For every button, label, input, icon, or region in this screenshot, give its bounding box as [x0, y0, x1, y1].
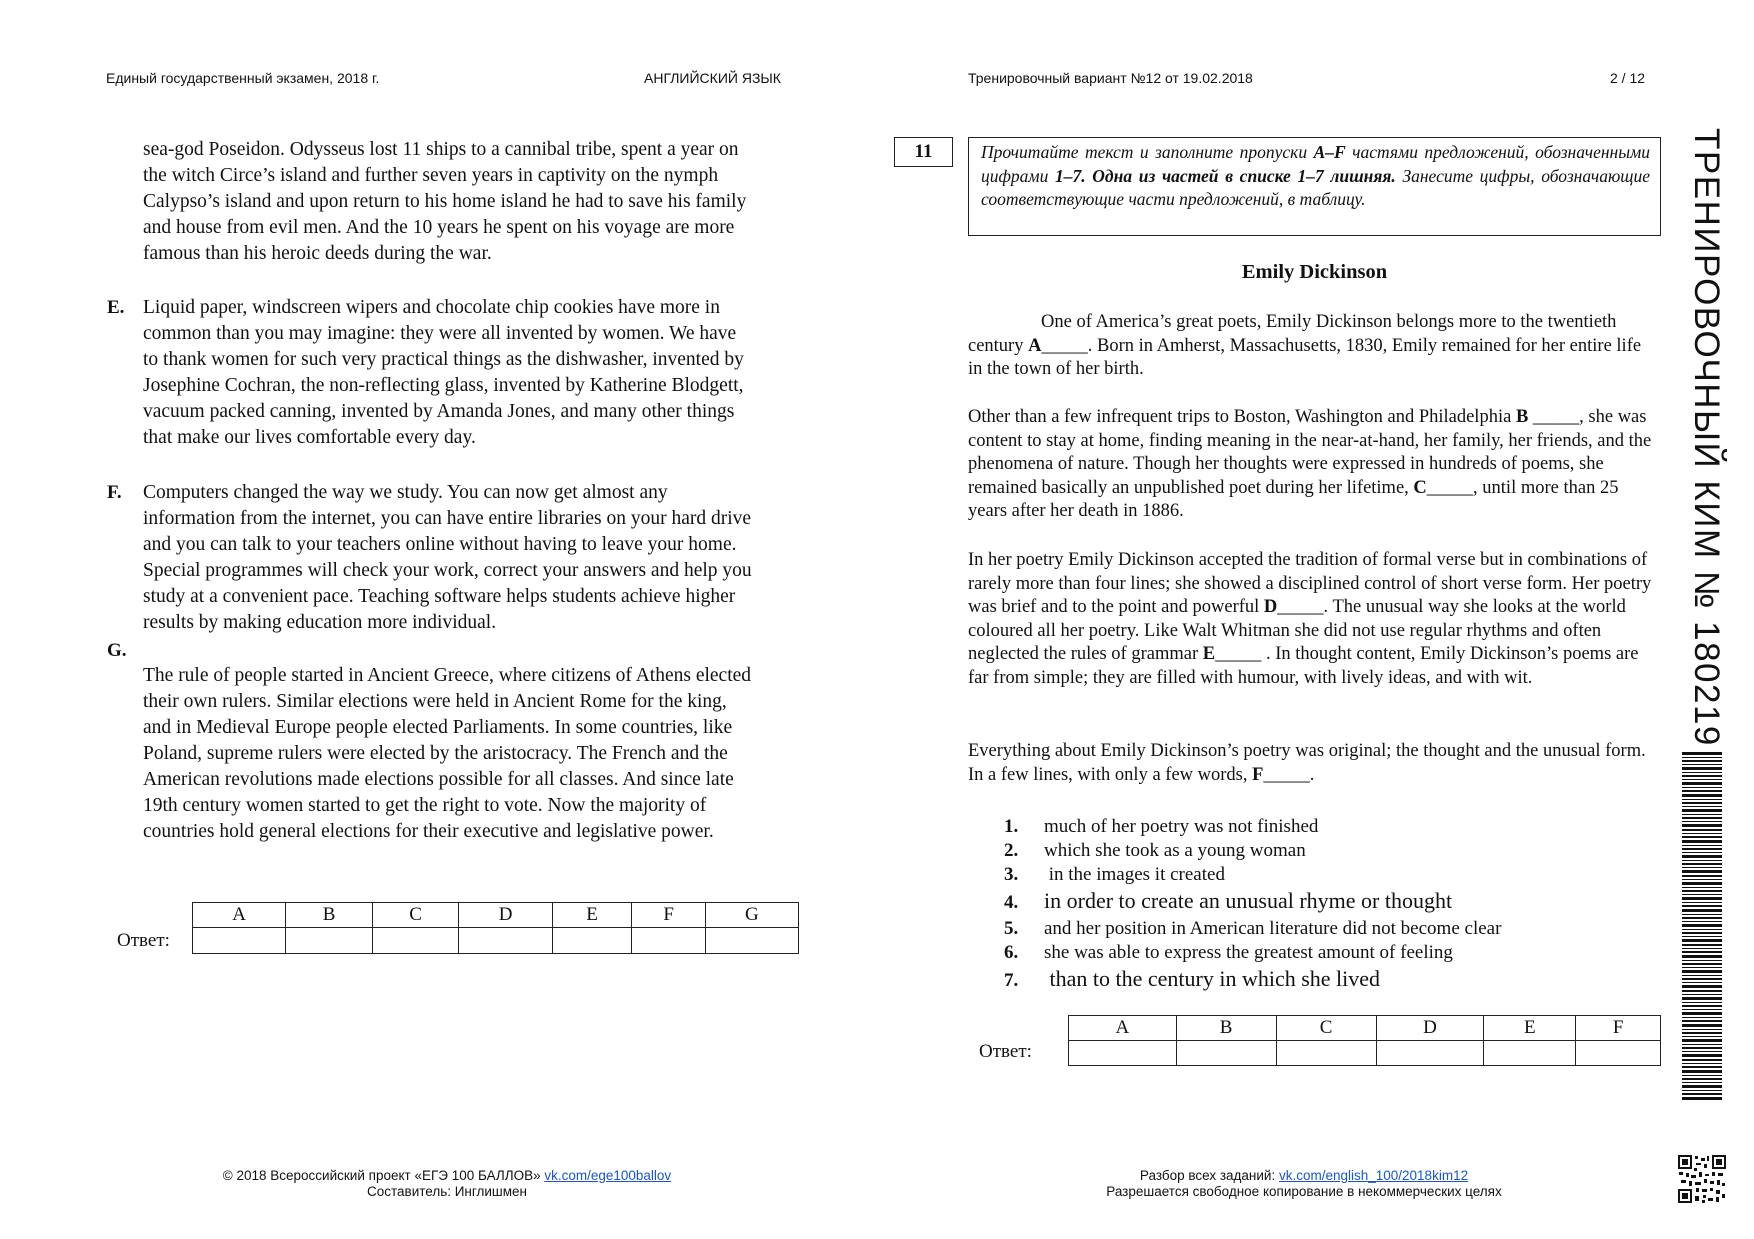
option-text: much of her poetry was not finished — [1044, 816, 1319, 837]
footer-note: Разрешается свободное копирование в некоммерческих целях — [1106, 1184, 1502, 1199]
option-item — [1004, 887, 1501, 917]
text-line: the witch Circe’s island and further seven years in captivity on the nymph — [143, 165, 719, 186]
answer-label-left: Ответ: — [117, 930, 170, 951]
footer-author: Составитель: Инглишмен — [366, 1184, 528, 1199]
text-line: 19th century women started to get the right to vote. Now the majority of — [143, 795, 707, 816]
instruction-numbers: 1–7. Одна из частей в списке 1–7 лишняя. — [1055, 165, 1396, 186]
answer-cell[interactable] — [552, 928, 632, 954]
answer-column-header: E — [1484, 1016, 1576, 1041]
text-line: vacuum packed canning, invented by Amanda Jones, and many other things — [143, 401, 735, 422]
answer-column-header: D — [459, 903, 552, 928]
option-number: 6. — [1004, 942, 1019, 963]
footer-left — [205, 1168, 689, 1200]
header-exam: Единый государственный экзамен, 2018 г. — [106, 70, 380, 86]
answer-cell[interactable] — [459, 928, 552, 954]
footer-copyright: © 2018 Всероссийский проект «ЕГЭ 100 БАЛЛОВ» — [222, 1168, 545, 1183]
answer-column-header: F — [632, 903, 705, 928]
answer-label-right: Ответ: — [979, 1041, 1032, 1062]
answer-cell[interactable] — [1376, 1041, 1484, 1066]
answer-cell[interactable] — [1176, 1041, 1276, 1066]
qr-code-icon — [1678, 1155, 1726, 1203]
header-subject: АНГЛИЙСКИЙ ЯЗЫК — [644, 70, 781, 86]
barcode-icon — [1682, 752, 1722, 1100]
answer-column-header: E — [552, 903, 632, 928]
footer-link-right[interactable]: vk.com/english_100/2018kim12 — [1278, 1168, 1469, 1183]
gap-c: C — [1413, 477, 1427, 498]
text-line: Special programmes will check your work, correct your answers and help you — [143, 560, 752, 581]
answer-cell[interactable] — [632, 928, 705, 954]
text-line: American revolutions made elections possible for all classes. And since late — [143, 769, 734, 790]
intro-paragraph — [143, 137, 805, 267]
paragraph-f — [143, 480, 805, 636]
text-paragraph-2 — [968, 406, 1656, 524]
paragraph-letter-f: F. — [107, 482, 122, 503]
option-text: and her position in American literature did not become clear — [1044, 918, 1502, 939]
option-item — [1004, 941, 1501, 965]
answer-cell[interactable] — [1484, 1041, 1576, 1066]
option-number: 7. — [1004, 970, 1019, 991]
text-run: Everything about Emily Dickinson’s poetry was original; the thought and the unusual form. In a few lines, with only a few words, — [968, 741, 1646, 785]
text-run: _____, until more than 25 years after her death in 1886. — [968, 477, 1619, 521]
answer-column-header: G — [705, 903, 798, 928]
text-line: Liquid paper, windscreen wipers and chocolate chip cookies have more in — [143, 297, 720, 318]
instruction-text: Прочитайте текст и заполните пропуски — [981, 142, 1314, 162]
gap-a: A — [1028, 335, 1042, 356]
text-line: information from the internet, you can have entire libraries on your hard drive — [143, 508, 752, 529]
answer-column-header: C — [1276, 1016, 1376, 1041]
text-line: sea-god Poseidon. Odysseus lost 11 ships to a cannibal tribe, spent a year on — [143, 139, 739, 160]
option-text: in order to create an unusual rhyme or thought — [1044, 888, 1453, 913]
paragraph-g — [143, 663, 805, 845]
answer-column-header: C — [372, 903, 459, 928]
gap-e: E — [1202, 644, 1216, 664]
answer-column-header: D — [1376, 1016, 1484, 1041]
text-line: and house from evil men. And the 10 years he spent on his voyage are more — [143, 217, 735, 238]
answer-cell[interactable] — [1276, 1041, 1376, 1066]
text-run: _____ . In thought content, Emily Dickinson’s poems are far from simple; they are filled with humour, with lively ideas, and with wit. — [968, 644, 1639, 688]
option-number: 2. — [1004, 840, 1019, 861]
option-item — [1004, 965, 1501, 995]
answer-cell[interactable] — [193, 928, 286, 954]
text-line: The rule of people started in Ancient Greece, where citizens of Athens elected — [143, 665, 752, 686]
answer-column-header: B — [1176, 1016, 1276, 1041]
option-text: which she took as a young woman — [1044, 840, 1306, 861]
text-line: results by making education more individual. — [143, 612, 497, 633]
text-paragraph-1 — [968, 311, 1656, 382]
footer-link-left[interactable]: vk.com/ege100ballov — [544, 1168, 672, 1183]
option-item — [1004, 815, 1501, 839]
text-line: and in Medieval Europe people elected Parliaments. In some countries, like — [143, 717, 733, 738]
text-line: Josephine Cochran, the non-reflecting glass, invented by Katherine Blodgett, — [143, 375, 744, 396]
option-number: 3. — [1004, 864, 1019, 885]
header-page: 2 / 12 — [1610, 70, 1646, 86]
answer-column-header: A — [1069, 1016, 1177, 1041]
text-paragraph-4 — [968, 740, 1656, 787]
answer-cell[interactable] — [286, 928, 373, 954]
footer-review-label: Разбор всех заданий: — [1139, 1168, 1279, 1183]
option-item — [1004, 863, 1501, 887]
instruction-text: Занесите цифры, обозначающие соответствующие части предложений, в таблицу. — [981, 165, 1651, 209]
text-line: study at a convenient pace. Teaching software helps students achieve higher — [143, 586, 736, 607]
answer-cell[interactable] — [705, 928, 798, 954]
gap-f: F — [1252, 764, 1264, 785]
answer-table-right — [1068, 1015, 1661, 1066]
answer-table-left — [192, 902, 799, 954]
option-text: she was able to express the greatest amount of feeling — [1044, 942, 1453, 963]
text-title: Emily Dickinson — [1241, 261, 1388, 283]
paragraph-letter-e: E. — [107, 297, 125, 318]
text-line: their own rulers. Similar elections were held in Ancient Rome for the king, — [143, 691, 727, 712]
text-line: that make our lives comfortable every day. — [143, 427, 476, 448]
option-number: 5. — [1004, 918, 1019, 939]
instruction-text: частями предложений, обозначенными цифрами — [981, 142, 1651, 186]
answer-column-header: F — [1576, 1016, 1661, 1041]
header-variant: Тренировочный вариант №12 от 19.02.2018 — [968, 70, 1253, 86]
text-run: _____, she was content to stay at home, finding meaning in the near-at-hand, her family, her friends, and the phenomena of nature. Though her thoughts were expressed in hundreds of poems, she remained basically an unpublished poet during her lifetime, — [968, 407, 1652, 498]
text-line: to thank women for such very practical things as the dishwasher, invented by — [143, 349, 744, 370]
answer-cell[interactable] — [1069, 1041, 1177, 1066]
text-line: and you can talk to your teachers online without having to leave your home. — [143, 534, 737, 555]
option-item — [1004, 839, 1501, 863]
text-line: famous than his heroic deeds during the war. — [143, 243, 492, 264]
side-label: ТРЕНИРОВОЧНЫЙ КИМ № 180219 — [1687, 128, 1726, 747]
paragraph-e — [143, 295, 805, 451]
answer-column-header: B — [286, 903, 373, 928]
task-instruction — [968, 137, 1661, 236]
text-line: common than you may imagine: they were all invented by women. We have — [143, 323, 737, 344]
paragraph-letter-g: G. — [107, 640, 127, 661]
answer-cell[interactable] — [1576, 1041, 1661, 1066]
option-text: in the images it created — [1044, 864, 1225, 885]
text-line: Computers changed the way we study. You can now get almost any — [143, 482, 668, 503]
gap-b: B — [1515, 407, 1529, 427]
instruction-letters: A–F — [1313, 142, 1346, 162]
text-line: Calypso’s island and upon return to his home island he had to save his family — [143, 191, 747, 212]
gap-d: D — [1263, 597, 1278, 617]
answer-column-header: A — [193, 903, 286, 928]
text-run: Other than a few infrequent trips to Boston, Washington and Philadelphia — [968, 407, 1516, 427]
answer-cell[interactable] — [372, 928, 459, 954]
option-item — [1004, 917, 1501, 941]
text-run: In her poetry Emily Dickinson accepted the tradition of formal verse but in combinations of rarely more than four lines; she showed a disciplined control of short verse form. Her poetry was brief and to the point and powerful — [968, 550, 1652, 617]
text-run: _____. — [1263, 764, 1315, 785]
task-number: 11 — [894, 137, 953, 167]
option-number: 4. — [1004, 892, 1019, 913]
text-run: _____. Born in Amherst, Massachusetts, 1830, Emily remained for her entire life in the town of her birth. — [968, 335, 1642, 379]
text-run: _____. The unusual way she looks at the world coloured all her poetry. Like Walt Whitman she did not use regular rhythms and often neglected the rules of grammar — [968, 597, 1626, 664]
text-run: One of America’s great poets, Emily Dickinson belongs more to the twentieth century — [968, 312, 1617, 356]
footer-right — [1020, 1168, 1588, 1200]
option-number: 1. — [1004, 816, 1019, 837]
options-list — [1004, 815, 1501, 995]
option-text: than to the century in which she lived — [1044, 966, 1381, 991]
text-line: Poland, supreme rulers were elected by the aristocracy. The French and the — [143, 743, 728, 764]
text-paragraph-3 — [968, 549, 1656, 690]
text-line: countries hold general elections for their executive and legislative power. — [143, 821, 714, 842]
